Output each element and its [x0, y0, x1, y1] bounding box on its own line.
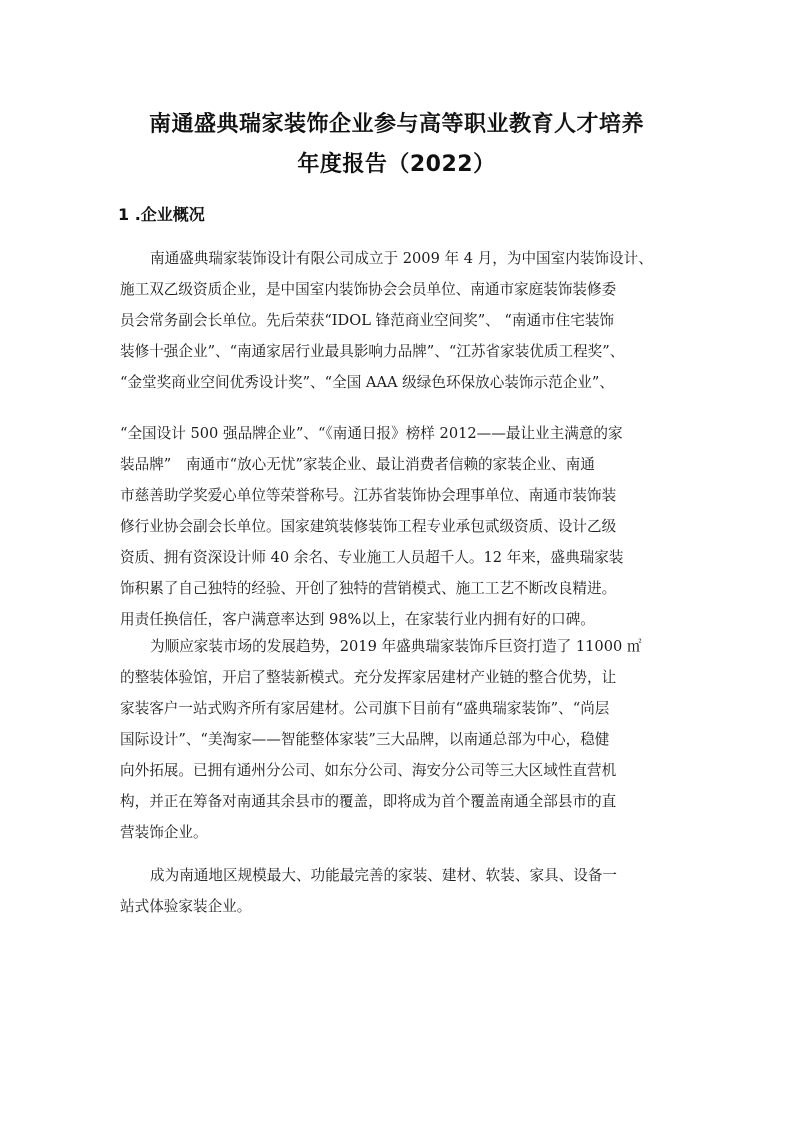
paragraph-line: “金堂奖商业空间优秀设计奖”、“全国 AAA 级绿色环保放心装饰示范企业”、 — [120, 374, 614, 391]
paragraph-line: 市慈善助学奖爱心单位等荣誉称号。江苏省装饰协会理事单位、南通市装饰装 — [120, 487, 617, 504]
document-title-line-2: 年度报告（2022） — [297, 152, 496, 177]
paragraph-line: 装品牌” 南通市“放心无忧”家装企业、最让消费者信赖的家装企业、南通 — [120, 456, 595, 473]
paragraph-line: 南通盛典瑞家装饰设计有限公司成立于 2009 年 4 月，为中国室内装饰设计、 — [150, 250, 653, 267]
paragraph-line: 向外拓展。已拥有通州分公司、如东分公司、海安分公司等三大区域性直营机 — [120, 762, 617, 779]
paragraph-line: 装修十强企业”、“南通家居行业最具影响力品牌”、“江苏省家装优质工程奖”、 — [120, 343, 625, 360]
paragraph-line: 饰积累了自己独特的经验、开创了独特的营销模式、施工工艺不断改良精进。 — [120, 580, 617, 597]
paragraph-line: 家装客户一站式购齐所有家居建材。公司旗下目前有“盛典瑞家装饰”、“尚层 — [120, 700, 610, 717]
paragraph-line: 修行业协会副会长单位。国家建筑装修装饰工程专业承包贰级资质、设计乙级 — [120, 518, 617, 535]
paragraph-line: 站式体验家装企业。 — [120, 898, 252, 915]
paragraph-line: 营装饰企业。 — [120, 824, 208, 841]
paragraph-line: 施工双乙级资质企业，是中国室内装饰协会会员单位、南通市家庭装饰装修委 — [120, 281, 617, 298]
paragraph-line: 成为南通地区规模最大、功能最完善的家装、建材、软装、家具、设备一 — [150, 867, 618, 884]
document-title-line-1: 南通盛典瑞家装饰企业参与高等职业教育人才培养 — [148, 112, 644, 137]
paragraph-line: 为顺应家装市场的发展趋势，2019 年盛典瑞家装饰斥巨资打造了 11000 ㎡ — [150, 638, 642, 655]
paragraph-line: 员会常务副会长单位。先后荣获“IDOL 锋范商业空间奖”、 “南通市住宅装饰 — [120, 312, 615, 329]
paragraph-line: 国际设计”、“美淘家——智能整体家装”三大品牌，以南通总部为中心，稳健 — [120, 731, 610, 748]
section-heading: 1 .企业概况 — [118, 205, 205, 224]
paragraph-line: 用责任换信任，客户满意率达到 98%以上，在家装行业内拥有好的口碑。 — [120, 611, 595, 628]
paragraph-line: 资质、拥有资深设计师 40 余名、专业施工人员超千人。12 年来，盛典瑞家装 — [120, 549, 624, 566]
paragraph-line: “全国设计 500 强品牌企业”、“《南通日报》榜样 2012——最让业主满意的家 — [120, 425, 623, 442]
paragraph-line: 的整装体验馆，开启了整装新模式。充分发挥家居建材产业链的整合优势，让 — [120, 669, 617, 686]
paragraph-line: 构，并正在筹备对南通其余县市的覆盖，即将成为首个覆盖南通全部县市的直 — [120, 793, 617, 810]
